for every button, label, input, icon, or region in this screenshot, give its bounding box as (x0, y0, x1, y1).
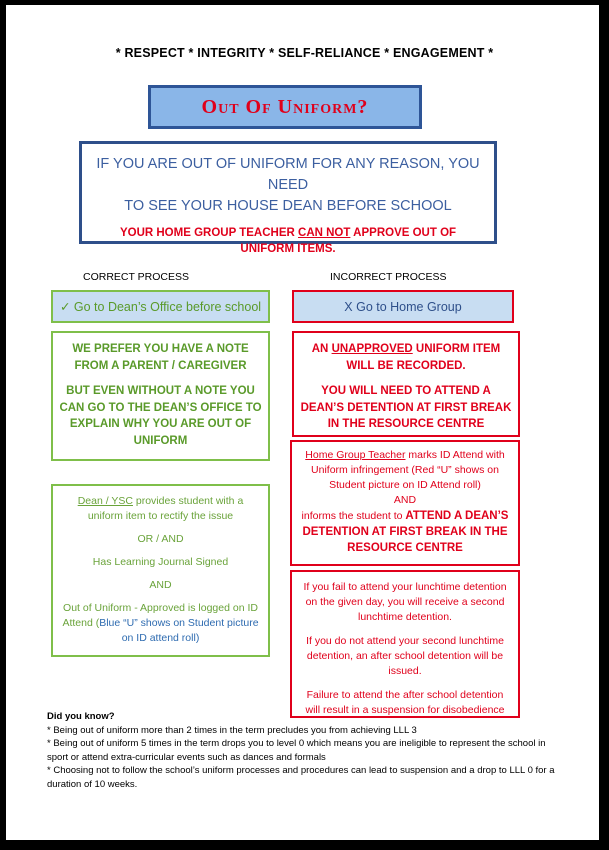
title-banner (148, 85, 422, 129)
approved-logged-green: Out of Uniform - Approved is logged on ID Attend ( (62, 602, 258, 629)
after-school-detention-text: If you do not attend your second lunchtime detention, an after school detention will be issued. (306, 635, 504, 677)
home-group-action-box (290, 440, 520, 566)
attend-detention-text: ATTEND A DEAN’S DETENTION AT FIRST BREAK IN THE RESOURCE CENTRE (302, 510, 509, 554)
did-you-know-heading: Did you know? (47, 711, 115, 722)
dyk-item: * Choosing not to follow the school’s uniform processes and procedures can lead to suspension and a drop to LLL 0 for a duration of 10 weeks. (47, 765, 555, 790)
go-to-home-group-step (292, 290, 514, 323)
page-title: Out Of Uniform? (201, 95, 369, 118)
note-preference-text: WE PREFER YOU HAVE A NOTE FROM A PARENT / CAREGIVER (72, 343, 249, 372)
informs-student-text (296, 508, 514, 556)
main-notice-line2: TO SEE YOUR HOUSE DEAN BEFORE SCHOOL (124, 198, 452, 214)
or-and-text: OR / AND (137, 533, 184, 545)
go-to-home-group-label: X Go to Home Group (344, 299, 462, 314)
unapproved-label: UNAPPROVED (331, 343, 413, 355)
go-to-deans-office-step (51, 290, 270, 323)
learning-journal-text: Has Learning Journal Signed (92, 556, 229, 568)
and-text-red: AND (393, 494, 417, 506)
no-note-text: BUT EVEN WITHOUT A NOTE YOU CAN GO TO THE DEAN’S OFFICE TO EXPLAIN WHY YOU ARE OUT OF UNIFORM (59, 385, 262, 447)
dean-provides-text (59, 494, 262, 524)
and-text: AND (149, 579, 172, 591)
dean-action-box (51, 484, 270, 657)
warning-pre: YOUR HOME GROUP TEACHER (119, 227, 299, 239)
note-info-box (51, 331, 270, 461)
warning-emphasis: CAN NOT (298, 227, 351, 239)
unapproved-post: UNIFORM ITEM WILL BE RECORDED. (346, 343, 501, 372)
home-group-marks-text (296, 448, 514, 493)
dean-provides-rest: provides student with a uniform item to rectify the issue (87, 495, 244, 522)
main-notice-text (82, 154, 494, 217)
main-warning-text (82, 225, 494, 257)
correct-process-heading: CORRECT PROCESS (83, 271, 189, 283)
warning-post: APPROVE OUT OF UNIFORM ITEMS. (240, 227, 457, 255)
consequences-box (290, 570, 520, 718)
dyk-item: * Being out of uniform 5 times in the term drops you to level 0 which means you are ineligible to represent the school in sport or attend extra-curricular events such as dances and formals (47, 738, 546, 763)
home-group-marks-rest: marks ID Attend with Uniform infringement (Red “U” shows on Student picture on ID Attend roll) (311, 449, 505, 491)
school-values-line: * RESPECT * INTEGRITY * SELF-RELIANCE * ENGAGEMENT * (115, 46, 494, 60)
dean-ysc-label: Dean / YSC (77, 495, 133, 507)
second-detention-text: If you fail to attend your lunchtime detention on the given day, you will receive a second lunchtime detention. (303, 581, 507, 623)
go-to-deans-office-label: ✓ Go to Dean’s Office before school (59, 300, 262, 314)
dean-detention-text: YOU WILL NEED TO ATTEND A DEAN’S DETENTION AT FIRST BREAK IN THE RESOURCE CENTRE (300, 385, 512, 430)
unapproved-item-box (292, 331, 520, 437)
main-notice-line1: IF YOU ARE OUT OF UNIFORM FOR ANY REASON, YOU NEED (96, 156, 480, 193)
did-you-know-section (47, 710, 567, 791)
suspension-text: Failure to attend the after school detention will result in a suspension for disobedience (305, 689, 505, 716)
home-group-teacher-label: Home Group Teacher (305, 449, 406, 461)
approved-logged-blue: Blue “U” shows on Student picture on ID attend roll) (99, 617, 259, 644)
unapproved-pre: AN (311, 343, 332, 355)
main-notice-box (79, 141, 497, 255)
dyk-item: * Being out of uniform more than 2 times in the term precludes you from achieving LLL 3 (47, 724, 417, 736)
approved-logged-text (59, 601, 262, 646)
unapproved-recorded-text (300, 341, 512, 374)
incorrect-process-heading: INCORRECT PROCESS (330, 271, 447, 283)
informs-pre: informs the student to (301, 510, 406, 522)
